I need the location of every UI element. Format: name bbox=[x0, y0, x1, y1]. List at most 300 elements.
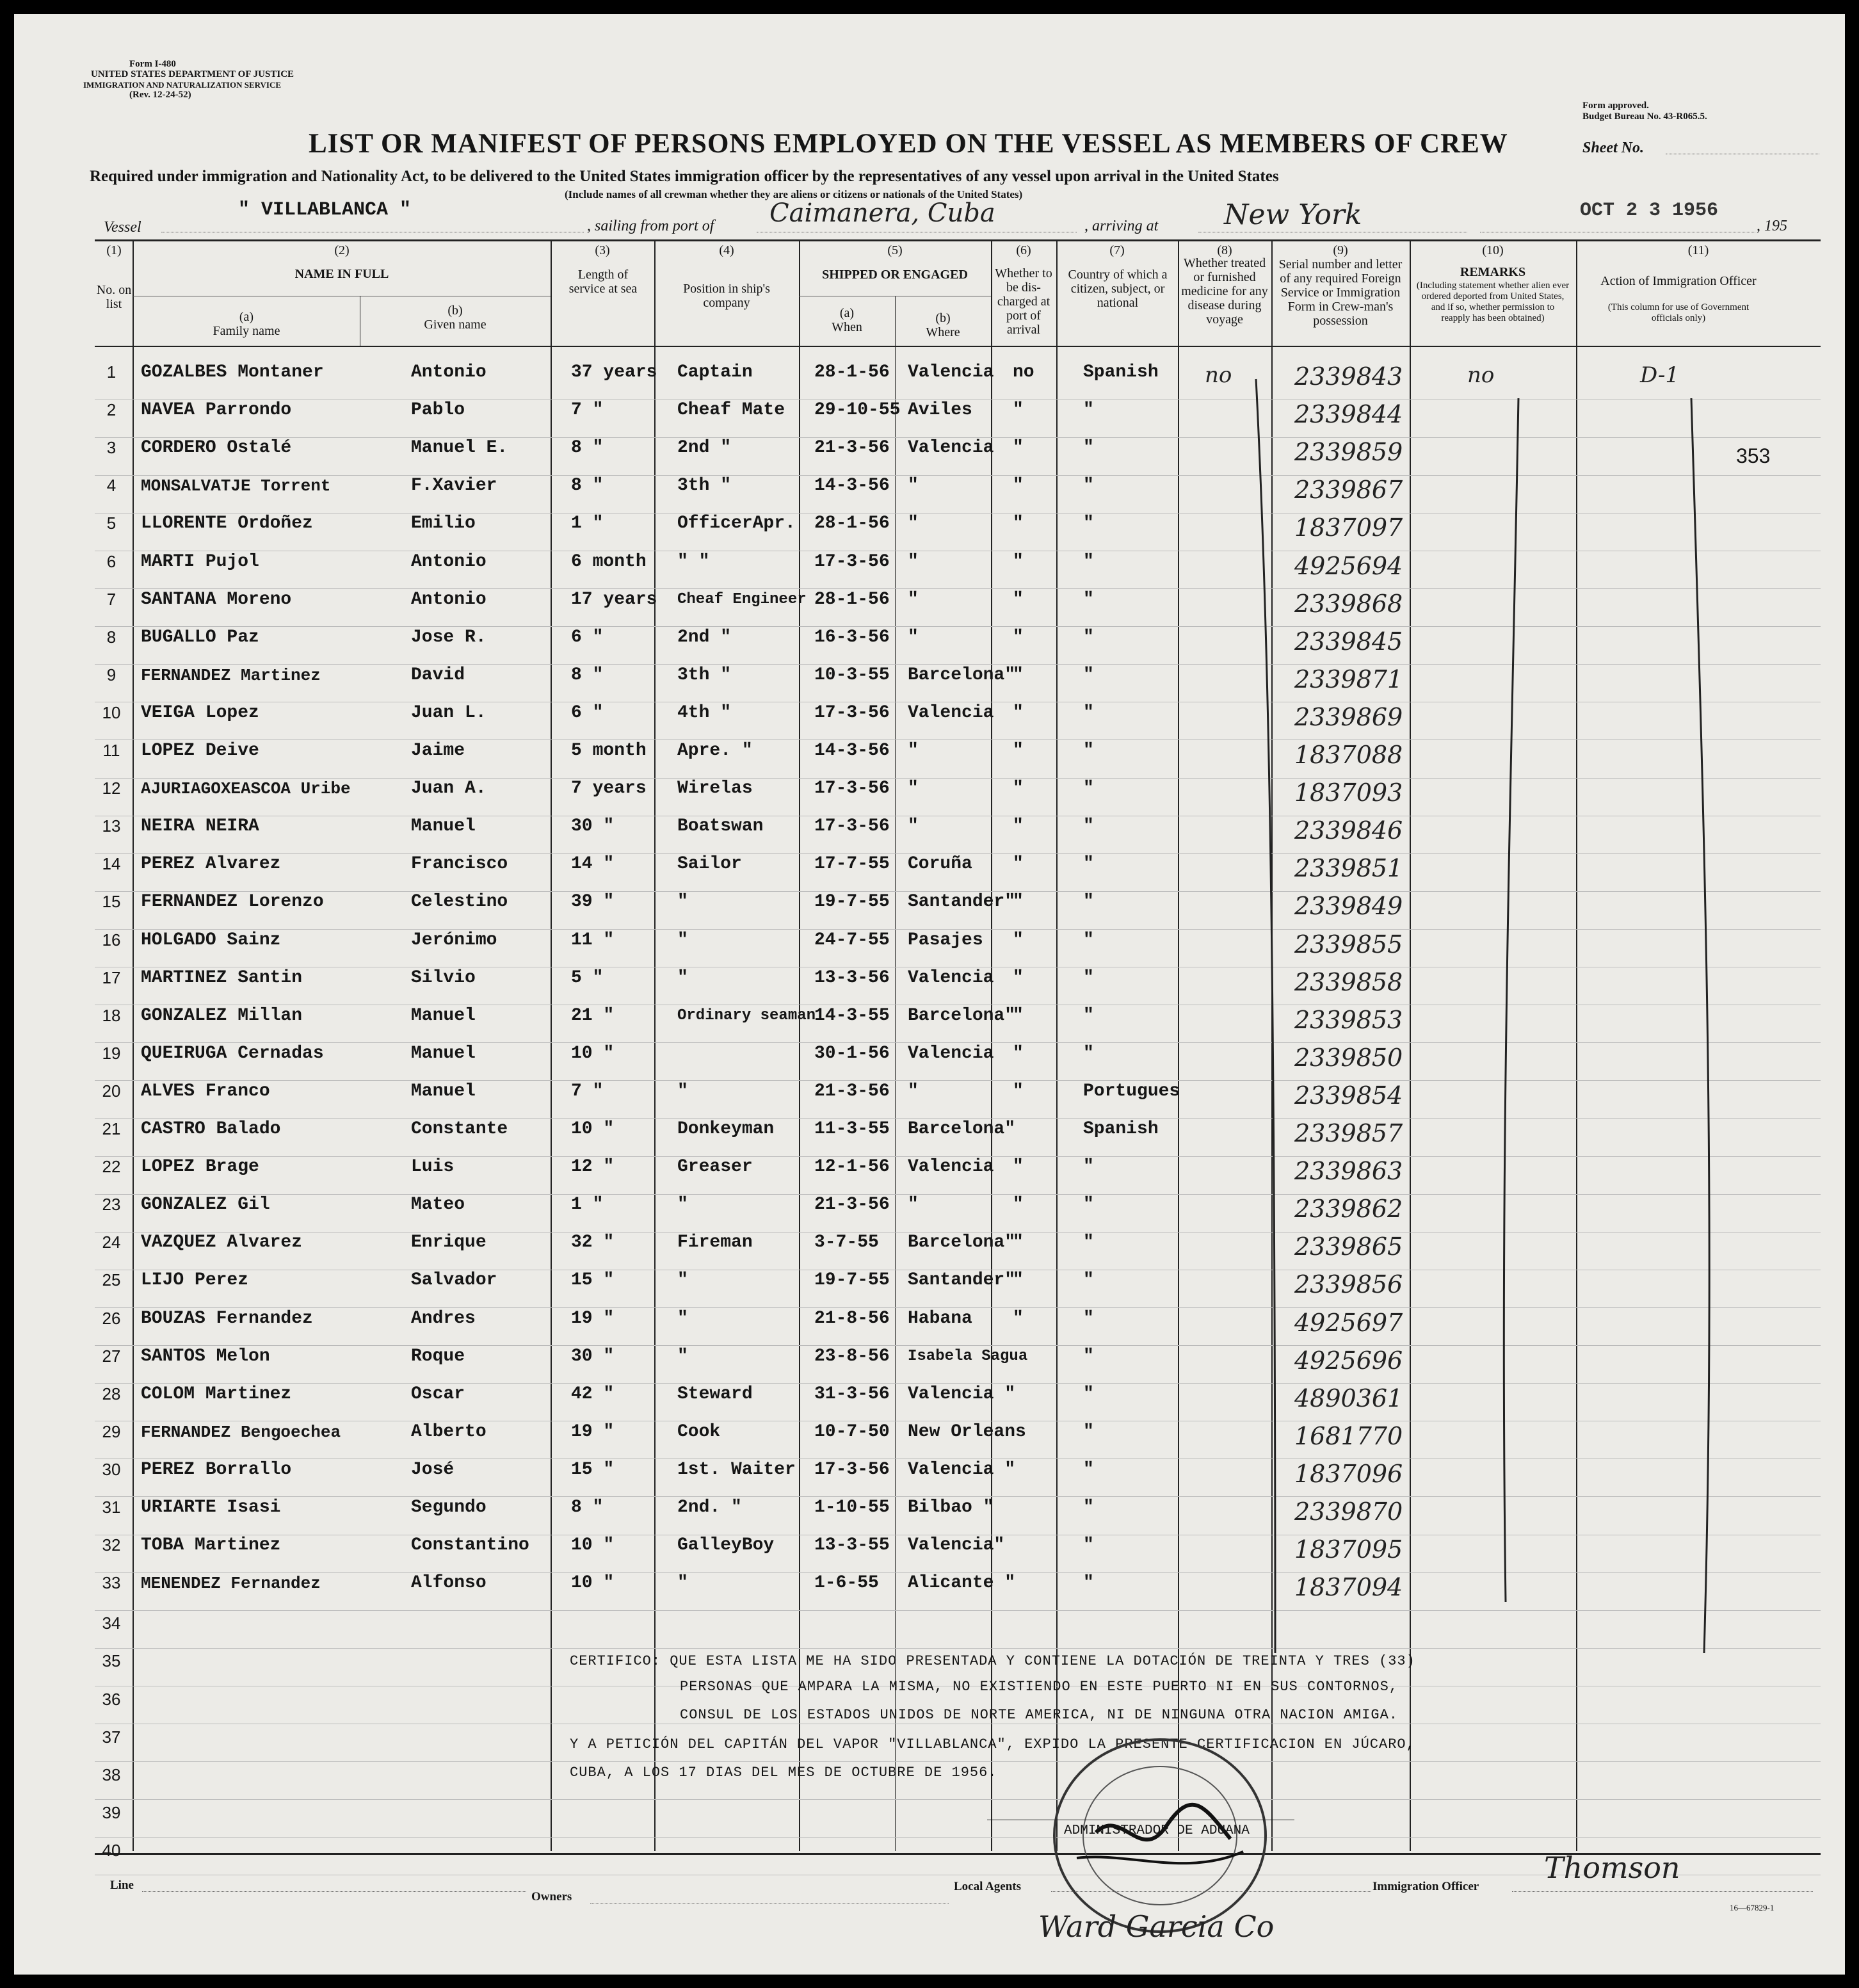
hdr-discharged: Whether to be dis-charged at port of arrival bbox=[995, 266, 1052, 337]
family-name: QUEIRUGA Cernadas bbox=[141, 1043, 324, 1063]
position: " bbox=[677, 967, 688, 988]
position: " bbox=[677, 1081, 688, 1101]
arriving-port: New York bbox=[1224, 198, 1362, 231]
shipped-where: " bbox=[908, 589, 919, 610]
given-name: David bbox=[411, 665, 465, 685]
discharged: " bbox=[1013, 1005, 1024, 1026]
manifest-sheet bbox=[14, 14, 1845, 1975]
given-name: Antonio bbox=[411, 551, 487, 572]
row-number: 3 bbox=[106, 438, 117, 458]
family-name: TOBA Martinez bbox=[141, 1535, 281, 1556]
year-suffix: , 195 bbox=[1757, 218, 1787, 234]
country: " bbox=[1083, 589, 1094, 610]
position: " bbox=[677, 1195, 688, 1215]
row-number: 26 bbox=[102, 1308, 121, 1328]
length-of-service: 10 " bbox=[571, 1119, 615, 1139]
length-of-service: 17 years bbox=[571, 589, 657, 610]
position: 3th " bbox=[677, 665, 732, 685]
family-name: HOLGADO Sainz bbox=[141, 930, 281, 950]
shipped-when: 12-1-56 bbox=[814, 1157, 890, 1177]
family-name: NAVEA Parrondo bbox=[141, 400, 292, 421]
shipped-when: 1-6-55 bbox=[814, 1573, 879, 1594]
action: D-1 bbox=[1640, 362, 1680, 388]
hdr-shipped: SHIPPED OR ENGAGED bbox=[822, 268, 968, 282]
hdr-given-b: (b) bbox=[447, 303, 463, 318]
row-number: 33 bbox=[102, 1573, 121, 1593]
given-name: Manuel bbox=[411, 1081, 476, 1101]
department-line: UNITED STATES DEPARTMENT OF JUSTICE bbox=[91, 69, 294, 79]
shipped-when: 17-3-56 bbox=[814, 551, 890, 572]
footer-agents-label: Local Agents bbox=[954, 1880, 1022, 1893]
given-name: Segundo bbox=[411, 1498, 487, 1517]
shipped-when: 17-3-56 bbox=[814, 779, 890, 799]
position: GalleyBoy bbox=[677, 1535, 775, 1556]
row-number: 7 bbox=[106, 589, 117, 609]
position: Apre. " bbox=[677, 741, 753, 761]
discharged: " bbox=[1013, 1157, 1024, 1177]
shipped-where: " bbox=[908, 816, 919, 837]
country: " bbox=[1083, 779, 1094, 799]
position: Sailor bbox=[677, 854, 742, 875]
discharged: " bbox=[1013, 892, 1024, 912]
length-of-service: 11 " bbox=[571, 930, 615, 950]
country: " bbox=[1083, 438, 1094, 458]
serial-number: 2339869 bbox=[1294, 702, 1403, 731]
hdr-remarks-note: (Including statement whether alien ever ordered deported from United States, and if so, whether permission to reapply has been obtained) bbox=[1416, 280, 1570, 323]
shipped-when: 14-3-55 bbox=[814, 1005, 890, 1026]
length-of-service: 8 " bbox=[571, 438, 604, 458]
length-of-service: 37 years bbox=[571, 362, 657, 382]
family-name: FERNANDEZ Lorenzo bbox=[141, 892, 324, 912]
shipped-where: " bbox=[908, 627, 919, 647]
given-name: Salvador bbox=[411, 1270, 497, 1291]
serial-number: 2339851 bbox=[1294, 854, 1403, 883]
family-name: MONSALVATJE Torrent bbox=[141, 476, 331, 496]
serial-number: 1837097 bbox=[1294, 513, 1403, 542]
serial-number: 2339857 bbox=[1294, 1119, 1403, 1147]
shipped-where: Valencia bbox=[908, 1043, 994, 1063]
revision: (Rev. 12-24-52) bbox=[129, 90, 191, 100]
serial-number: 2339865 bbox=[1294, 1232, 1403, 1261]
sheet-no-label: Sheet No. bbox=[1582, 140, 1644, 156]
family-name: BOUZAS Fernandez bbox=[141, 1308, 313, 1329]
serial-number: 2339863 bbox=[1294, 1157, 1403, 1186]
given-name: Emilio bbox=[411, 513, 476, 534]
given-name: Andres bbox=[411, 1308, 476, 1329]
form-subtitle: Required under immigration and Nationality Act, to be delivered to the United States immigration officer by the representatives of any vessel upon arrival in the United States bbox=[90, 168, 1279, 185]
discharged: " bbox=[1013, 1232, 1024, 1253]
given-name: Celestino bbox=[411, 892, 508, 912]
service-line: IMMIGRATION AND NATURALIZATION SERVICE bbox=[83, 80, 282, 90]
country: " bbox=[1083, 1308, 1094, 1329]
row-number: 35 bbox=[102, 1651, 121, 1671]
position: OfficerApr. bbox=[677, 513, 796, 534]
row-number: 11 bbox=[102, 741, 120, 760]
position: " bbox=[677, 1270, 688, 1291]
country: " bbox=[1083, 665, 1094, 685]
row-number: 14 bbox=[102, 854, 121, 874]
hdr-length: Length of service at sea bbox=[568, 268, 638, 296]
col-num-9: (9) bbox=[1333, 243, 1348, 257]
position: Cheaf Mate bbox=[677, 400, 785, 421]
serial-number: 2339871 bbox=[1294, 665, 1403, 693]
col-num-11: (11) bbox=[1687, 243, 1709, 257]
family-name: CASTRO Balado bbox=[141, 1119, 281, 1139]
serial-number: 2339843 bbox=[1294, 362, 1403, 391]
serial-number: 2339844 bbox=[1294, 400, 1403, 429]
shipped-when: 10-3-55 bbox=[814, 665, 890, 685]
discharged: " bbox=[1013, 1308, 1024, 1329]
serial-number: 2339845 bbox=[1294, 627, 1403, 656]
length-of-service: 6 month bbox=[571, 551, 647, 572]
row-number: 22 bbox=[102, 1157, 121, 1177]
treated: no bbox=[1205, 362, 1232, 388]
shipped-where: Barcelona" bbox=[908, 1005, 1016, 1026]
col-num-6: (6) bbox=[1016, 243, 1031, 257]
country: " bbox=[1083, 1005, 1094, 1026]
footer-line-label: Line bbox=[110, 1879, 134, 1892]
serial-number: 4925697 bbox=[1294, 1308, 1403, 1337]
row-number: 32 bbox=[102, 1535, 121, 1555]
row-number: 25 bbox=[102, 1270, 121, 1290]
officer-signature: Thomson bbox=[1544, 1850, 1680, 1885]
length-of-service: 8 " bbox=[571, 665, 604, 685]
serial-number: 2339849 bbox=[1294, 892, 1403, 921]
hdr-name-in-full: NAME IN FULL bbox=[294, 267, 389, 281]
position: Fireman bbox=[677, 1232, 753, 1253]
shipped-where: " bbox=[908, 1081, 919, 1101]
shipped-where: New Orleans bbox=[908, 1421, 1026, 1442]
family-name: AJURIAGOXEASCOA Uribe bbox=[141, 779, 351, 799]
length-of-service: 14 " bbox=[571, 854, 615, 875]
shipped-where: Coruña bbox=[908, 854, 972, 875]
length-of-service: 30 " bbox=[571, 816, 615, 837]
family-name: LLORENTE Ordoñez bbox=[141, 513, 313, 534]
serial-number: 1837095 bbox=[1294, 1535, 1403, 1564]
shipped-when: 24-7-55 bbox=[814, 930, 890, 950]
hdr-given-name: Given name bbox=[424, 318, 487, 332]
vessel-label: Vessel bbox=[104, 219, 141, 236]
country: " bbox=[1083, 1498, 1094, 1517]
row-number: 28 bbox=[102, 1384, 121, 1403]
discharged: " bbox=[1013, 967, 1024, 988]
given-name: Constantino bbox=[411, 1535, 529, 1556]
family-name: MARTINEZ Santin bbox=[141, 967, 303, 988]
shipped-when: 19-7-55 bbox=[814, 1270, 890, 1291]
shipped-when: 31-3-56 bbox=[814, 1384, 890, 1404]
hdr-where: Where bbox=[926, 325, 960, 339]
shipped-where: Valencia bbox=[908, 702, 994, 723]
col-num-8: (8) bbox=[1217, 243, 1232, 257]
country: " bbox=[1083, 551, 1094, 572]
length-of-service: 8 " bbox=[571, 476, 604, 496]
row-number: 27 bbox=[102, 1346, 121, 1366]
position: " bbox=[677, 1346, 688, 1366]
shipped-when: 13-3-56 bbox=[814, 967, 890, 988]
position: Steward bbox=[677, 1384, 753, 1404]
length-of-service: 1 " bbox=[571, 1195, 604, 1215]
position: " " bbox=[677, 551, 710, 572]
country: " bbox=[1083, 1421, 1094, 1442]
country: " bbox=[1083, 1573, 1094, 1594]
given-name: Constante bbox=[411, 1119, 508, 1139]
shipped-when: 14-3-56 bbox=[814, 476, 890, 496]
serial-number: 2339856 bbox=[1294, 1270, 1403, 1299]
shipped-where: " bbox=[908, 1195, 919, 1215]
row-number: 9 bbox=[106, 665, 117, 684]
row-number: 17 bbox=[102, 967, 121, 987]
shipped-when: 21-3-56 bbox=[814, 1081, 890, 1101]
row-number: 15 bbox=[102, 892, 121, 912]
form-number: Form I-480 bbox=[129, 59, 176, 69]
hdr-no-on-list: No. on list bbox=[96, 283, 132, 311]
shipped-when: 21-8-56 bbox=[814, 1308, 890, 1329]
family-name: URIARTE Isasi bbox=[141, 1498, 281, 1517]
serial-number: 4925694 bbox=[1294, 551, 1403, 580]
family-name: BUGALLO Paz bbox=[141, 627, 259, 647]
shipped-where: Barcelona" bbox=[908, 1232, 1016, 1253]
country: " bbox=[1083, 702, 1094, 723]
row-number: 4 bbox=[106, 476, 117, 496]
serial-number: 1837096 bbox=[1294, 1459, 1403, 1488]
shipped-where: Valencia bbox=[908, 362, 994, 382]
given-name: Enrique bbox=[411, 1232, 487, 1253]
position: 1st. Waiter bbox=[677, 1459, 796, 1480]
shipped-where: " bbox=[908, 779, 919, 799]
serial-number: 2339867 bbox=[1294, 476, 1403, 505]
country: " bbox=[1083, 400, 1094, 421]
length-of-service: 5 month bbox=[571, 741, 647, 761]
family-name: LOPEZ Brage bbox=[141, 1157, 259, 1177]
length-of-service: 19 " bbox=[571, 1421, 615, 1442]
family-name: GONZALEZ Millan bbox=[141, 1005, 303, 1026]
country: " bbox=[1083, 1270, 1094, 1291]
shipped-where: Valencia " bbox=[908, 1459, 1016, 1480]
col-num-7: (7) bbox=[1109, 243, 1125, 257]
hdr-when-a: (a) bbox=[839, 306, 855, 320]
shipped-where: Habana bbox=[908, 1308, 972, 1329]
shipped-when: 10-7-50 bbox=[814, 1421, 890, 1442]
hdr-treated: Whether treated or furnished medicine for any disease during voyage bbox=[1181, 256, 1268, 327]
family-name: VAZQUEZ Alvarez bbox=[141, 1232, 303, 1253]
country: " bbox=[1083, 741, 1094, 761]
family-name: GONZALEZ Gil bbox=[141, 1195, 270, 1215]
given-name: Roque bbox=[411, 1346, 465, 1366]
row-number: 29 bbox=[102, 1421, 121, 1441]
row-number: 18 bbox=[102, 1005, 121, 1025]
shipped-where: Pasajes bbox=[908, 930, 983, 950]
family-name: CORDERO Ostalé bbox=[141, 438, 292, 458]
shipped-where: Valencia bbox=[908, 438, 994, 458]
hdr-country: Country of which a citizen, subject, or national bbox=[1068, 268, 1168, 310]
length-of-service: 15 " bbox=[571, 1270, 615, 1291]
shipped-when: 28-1-56 bbox=[814, 362, 890, 382]
discharged: " bbox=[1013, 589, 1024, 610]
row-number: 24 bbox=[102, 1232, 121, 1252]
row-number: 5 bbox=[106, 513, 117, 533]
shipped-where: Valencia bbox=[908, 967, 994, 988]
row-number: 2 bbox=[106, 400, 117, 420]
sailing-port: Caimanera, Cuba bbox=[769, 198, 995, 228]
length-of-service: 7 years bbox=[571, 779, 647, 799]
serial-number: 2339846 bbox=[1294, 816, 1403, 845]
given-name: Manuel bbox=[411, 1043, 476, 1063]
shipped-where: " bbox=[908, 513, 919, 534]
row-number: 23 bbox=[102, 1195, 121, 1215]
row-number: 38 bbox=[102, 1765, 121, 1784]
arriving-label: , arriving at bbox=[1084, 218, 1159, 234]
position: " bbox=[677, 930, 688, 950]
serial-number: 4925696 bbox=[1294, 1346, 1403, 1375]
discharged: no bbox=[1013, 362, 1034, 382]
country: Spanish bbox=[1083, 1119, 1159, 1139]
shipped-when: 17-7-55 bbox=[814, 854, 890, 875]
shipped-when: 14-3-56 bbox=[814, 741, 890, 761]
given-name: Jerónimo bbox=[411, 930, 497, 950]
position: " bbox=[677, 1573, 688, 1594]
position: Donkeyman bbox=[677, 1119, 775, 1139]
form-title: LIST OR MANIFEST OF PERSONS EMPLOYED ON THE VESSEL AS MEMBERS OF CREW bbox=[309, 129, 1508, 159]
discharged: " bbox=[1013, 779, 1024, 799]
row-number: 30 bbox=[102, 1459, 121, 1479]
serial-number: 1681770 bbox=[1294, 1421, 1403, 1450]
family-name: FERNANDEZ Bengoechea bbox=[141, 1422, 341, 1442]
family-name: NEIRA NEIRA bbox=[141, 816, 259, 837]
given-name: F.Xavier bbox=[411, 476, 497, 496]
given-name: Luis bbox=[411, 1157, 455, 1177]
country: " bbox=[1083, 1384, 1094, 1404]
position: Captain bbox=[677, 362, 753, 382]
length-of-service: 10 " bbox=[571, 1043, 615, 1063]
form-approved: Form approved. bbox=[1582, 101, 1649, 111]
length-of-service: 6 " bbox=[571, 627, 604, 647]
agent-signature: Ward Garcia Co bbox=[1038, 1909, 1275, 1944]
family-name: PEREZ Borrallo bbox=[141, 1459, 292, 1480]
hdr-position: Position in ship's company bbox=[683, 282, 770, 310]
shipped-when: 21-3-56 bbox=[814, 438, 890, 458]
position: 2nd " bbox=[677, 438, 732, 458]
country: Spanish bbox=[1083, 362, 1159, 382]
row-number: 31 bbox=[102, 1498, 121, 1517]
hdr-when: When bbox=[832, 320, 862, 334]
position: 4th " bbox=[677, 702, 732, 723]
given-name: Silvio bbox=[411, 967, 476, 988]
position: " bbox=[677, 1308, 688, 1329]
serial-number: 1837093 bbox=[1294, 779, 1403, 807]
given-name: Jose R. bbox=[411, 627, 487, 647]
shipped-where: Bilbao " bbox=[908, 1498, 994, 1517]
length-of-service: 32 " bbox=[571, 1232, 615, 1253]
row-number: 39 bbox=[102, 1802, 121, 1822]
shipped-where: " bbox=[908, 551, 919, 572]
given-name: Manuel E. bbox=[411, 438, 508, 458]
family-name: ALVES Franco bbox=[141, 1081, 270, 1101]
date-stamp: OCT 2 3 1956 bbox=[1580, 200, 1719, 222]
country: " bbox=[1083, 816, 1094, 837]
discharged: " bbox=[1013, 702, 1024, 723]
discharged: " bbox=[1013, 513, 1024, 534]
shipped-when: 1-10-55 bbox=[814, 1498, 890, 1517]
family-name: COLOM Martinez bbox=[141, 1384, 292, 1404]
country: " bbox=[1083, 1346, 1094, 1366]
given-name: José bbox=[411, 1459, 455, 1480]
row-number: 13 bbox=[102, 816, 121, 836]
country: " bbox=[1083, 513, 1094, 534]
shipped-where: Alicante " bbox=[908, 1573, 1016, 1594]
given-name: Juan L. bbox=[411, 702, 487, 723]
given-name: Oscar bbox=[411, 1384, 465, 1404]
shipped-when: 21-3-56 bbox=[814, 1195, 890, 1215]
serial-number: 2339868 bbox=[1294, 589, 1403, 618]
shipped-when: 28-1-56 bbox=[814, 589, 890, 610]
position: 2nd. " bbox=[677, 1498, 742, 1517]
row-number: 1 bbox=[106, 362, 117, 382]
shipped-when: 3-7-55 bbox=[814, 1232, 879, 1253]
row-number: 10 bbox=[102, 702, 121, 722]
shipped-when: 23-8-56 bbox=[814, 1346, 890, 1366]
discharged: " bbox=[1013, 816, 1024, 837]
given-name: Francisco bbox=[411, 854, 508, 875]
discharged: " bbox=[1013, 930, 1024, 950]
family-name: SANTOS Melon bbox=[141, 1346, 270, 1366]
include-note: (Include names of all crewman whether they are aliens or citizens or nationals of the United States) bbox=[565, 188, 1023, 200]
family-name: VEIGA Lopez bbox=[141, 702, 259, 723]
row-number: 34 bbox=[102, 1613, 121, 1633]
row-number: 6 bbox=[106, 551, 117, 571]
country: " bbox=[1083, 1459, 1094, 1480]
length-of-service: 15 " bbox=[571, 1459, 615, 1480]
length-of-service: 39 " bbox=[571, 892, 615, 912]
row-number: 16 bbox=[102, 930, 121, 950]
discharged: " bbox=[1013, 854, 1024, 875]
shipped-where: " bbox=[908, 476, 919, 496]
cert-line-5: CUBA, A LOS 17 DIAS DEL MES DE OCTUBRE DE 1956. bbox=[570, 1765, 997, 1781]
row-number: 36 bbox=[102, 1689, 121, 1709]
country: " bbox=[1083, 1157, 1094, 1177]
family-name: PEREZ Alvarez bbox=[141, 854, 281, 875]
hdr-family-name: Family name bbox=[213, 324, 280, 338]
serial-number: 2339859 bbox=[1294, 438, 1403, 467]
length-of-service: 6 " bbox=[571, 702, 604, 723]
discharged: " bbox=[1013, 1195, 1024, 1215]
country: " bbox=[1083, 892, 1094, 912]
shipped-when: 16-3-56 bbox=[814, 627, 890, 647]
country: Portugues bbox=[1083, 1081, 1180, 1101]
position: 3th " bbox=[677, 476, 732, 496]
discharged: " bbox=[1013, 400, 1024, 421]
given-name: Manuel bbox=[411, 1005, 476, 1026]
cert-line-2: PERSONAS QUE AMPARA LA MISMA, NO EXISTIENDO EN ESTE PUERTO NI EN SUS CONTORNOS, bbox=[680, 1679, 1398, 1695]
length-of-service: 10 " bbox=[571, 1573, 615, 1594]
discharged: " bbox=[1013, 741, 1024, 761]
col-num-2: (2) bbox=[334, 243, 350, 257]
country: " bbox=[1083, 1043, 1094, 1063]
sailing-label: , sailing from port of bbox=[587, 218, 714, 234]
shipped-where: Barcelona" bbox=[908, 1119, 1016, 1139]
country: " bbox=[1083, 1232, 1094, 1253]
position: " bbox=[677, 892, 688, 912]
given-name: Alfonso bbox=[411, 1573, 487, 1594]
discharged: " bbox=[1013, 1081, 1024, 1101]
country: " bbox=[1083, 967, 1094, 988]
shipped-where: Aviles bbox=[908, 400, 972, 421]
position: Cook bbox=[677, 1421, 721, 1442]
remarks: no bbox=[1467, 362, 1495, 388]
shipped-where: Santander" bbox=[908, 892, 1016, 912]
position: 2nd " bbox=[677, 627, 732, 647]
position: Wirelas bbox=[677, 779, 753, 799]
serial-number: 2339870 bbox=[1294, 1498, 1403, 1526]
